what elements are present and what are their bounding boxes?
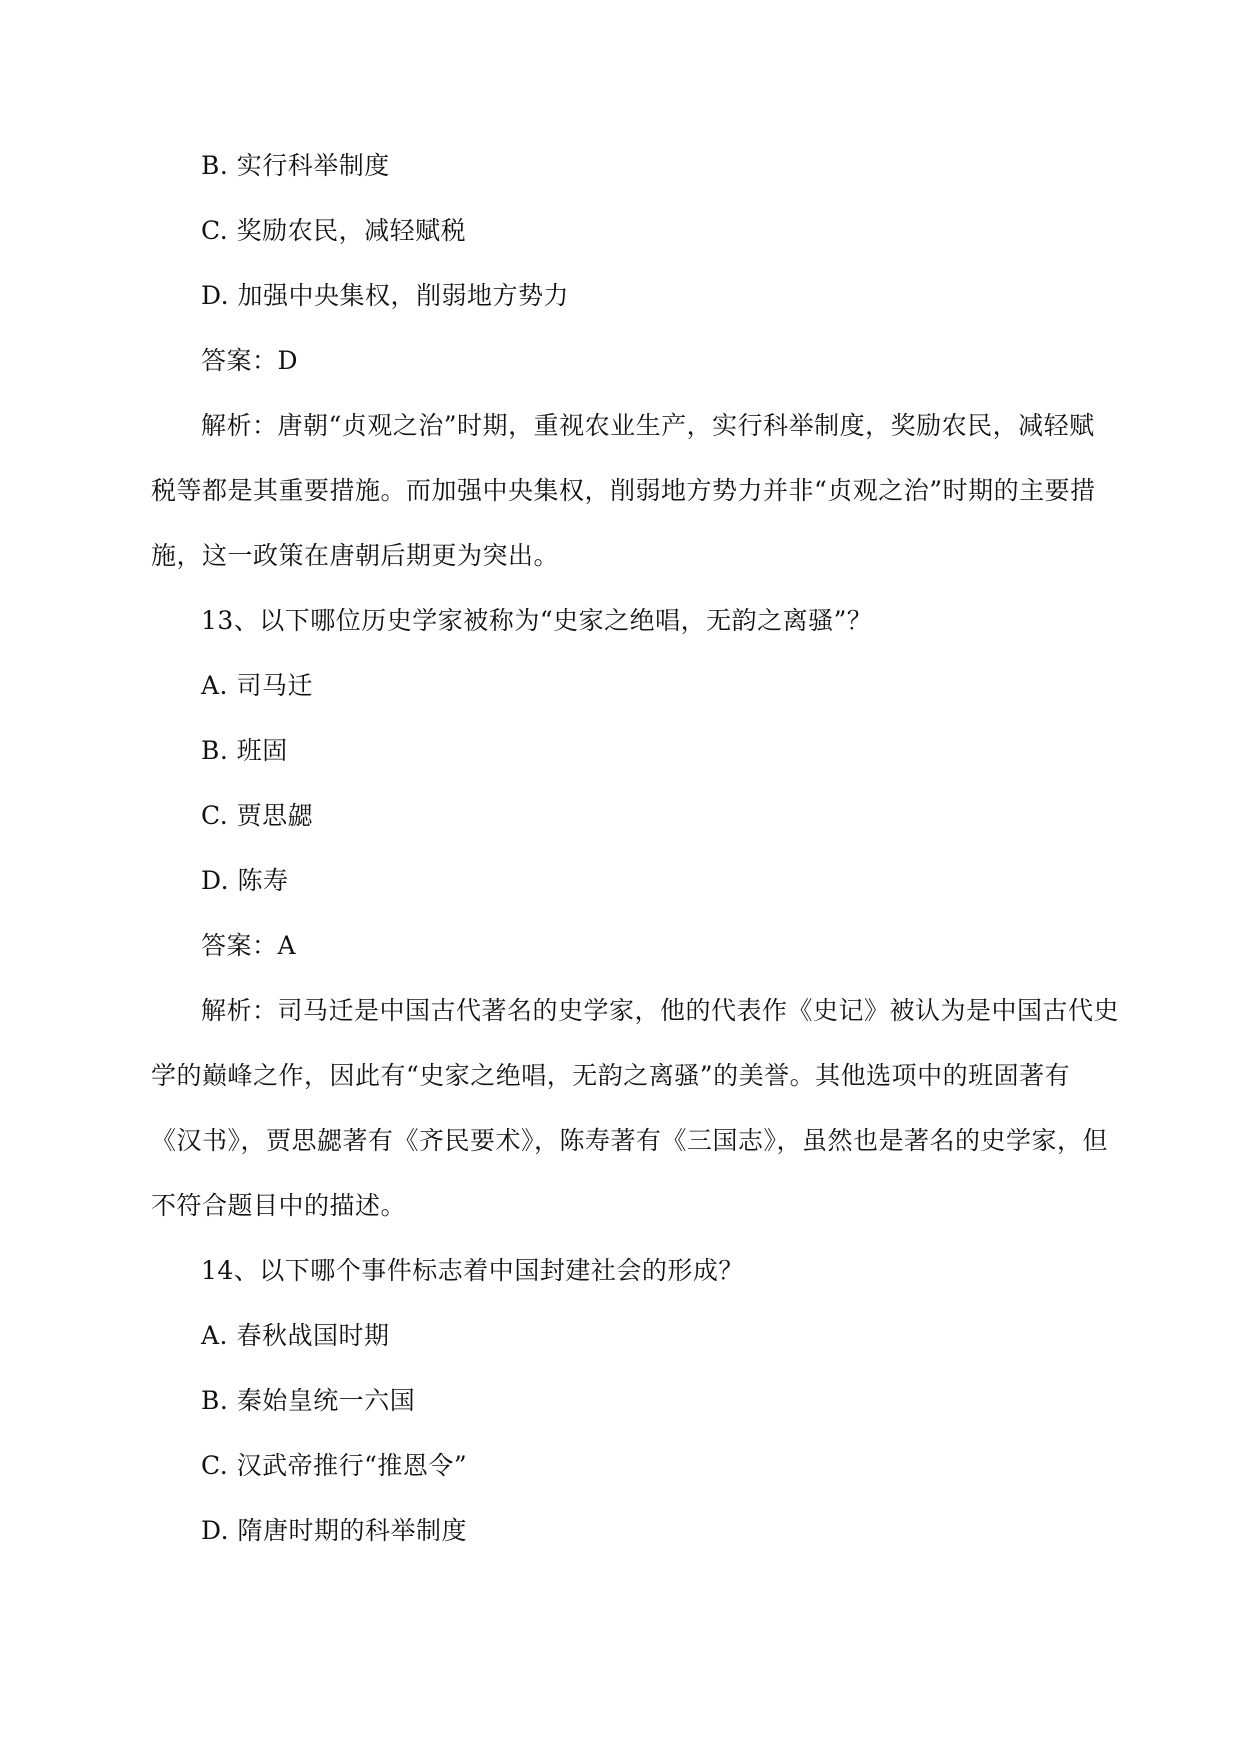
q13-answer: 答案：A <box>201 931 297 960</box>
q13-analysis-line: 不符合题目中的描述。 <box>151 1191 407 1220</box>
q13-analysis-line: 解析：司马迁是中国古代著名的史学家，他的代表作《史记》被认为是中国古代史 <box>201 996 1120 1025</box>
q12-analysis-line: 解析：唐朝“贞观之治”时期，重视农业生产，实行科举制度，奖励农民，减轻赋 <box>201 411 1095 440</box>
q13-option-c: C. 贾思勰 <box>201 801 314 830</box>
q13-analysis-line: 学的巅峰之作，因此有“史家之绝唱，无韵之离骚”的美誉。其他选项中的班固著有 <box>151 1061 1071 1090</box>
q14-option-c: C. 汉武帝推行“推恩令” <box>201 1451 468 1480</box>
q14-option-a: A. 春秋战国时期 <box>201 1321 390 1350</box>
q14-option-b: B. 秦始皇统一六国 <box>201 1386 416 1415</box>
q12-option-c: C. 奖励农民，减轻赋税 <box>201 216 467 245</box>
q12-analysis-line: 施，这一政策在唐朝后期更为突出。 <box>151 541 560 570</box>
q13-option-b: B. 班固 <box>201 736 288 765</box>
q13-question: 13、以下哪位历史学家被称为“史家之绝唱，无韵之离骚”？ <box>201 606 873 635</box>
q14-option-d: D. 隋唐时期的科举制度 <box>201 1516 468 1545</box>
q12-answer: 答案：D <box>201 346 299 375</box>
q13-analysis-line: 《汉书》，贾思勰著有《齐民要术》，陈寿著有《三国志》，虽然也是著名的史学家，但 <box>151 1126 1109 1155</box>
q13-option-a: A. 司马迁 <box>201 671 313 700</box>
q13-option-d: D. 陈寿 <box>201 866 289 895</box>
q14-question: 14、以下哪个事件标志着中国封建社会的形成？ <box>201 1256 744 1285</box>
q12-option-d: D. 加强中央集权，削弱地方势力 <box>201 281 570 310</box>
q12-option-b: B. 实行科举制度 <box>201 151 390 180</box>
q12-analysis-line: 税等都是其重要措施。而加强中央集权，削弱地方势力并非“贞观之治”时期的主要措 <box>151 476 1096 505</box>
